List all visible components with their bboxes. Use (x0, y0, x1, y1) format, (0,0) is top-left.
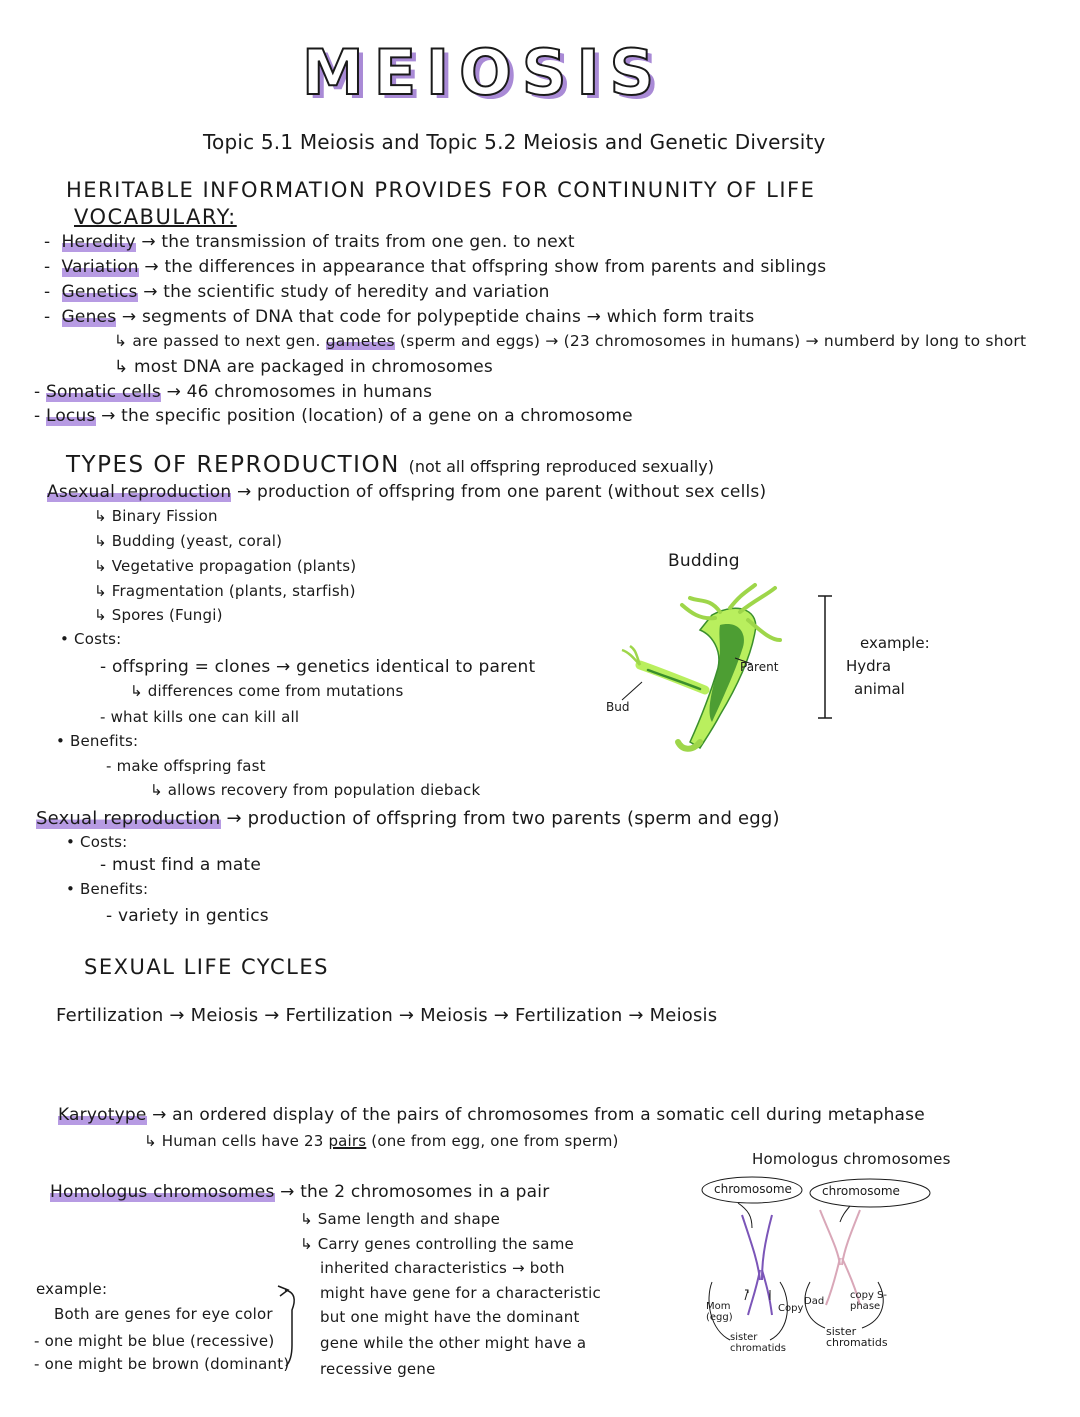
pointer-right (840, 1206, 850, 1222)
life-cycle-sequence: Fertilization → Meiosis → Fertilization → Meiosis → Fertilization → Meiosis (56, 1005, 718, 1026)
copy-label-left: Copy (778, 1303, 804, 1314)
somatic-def: → 46 chromosomes in humans (166, 382, 433, 402)
asexual-costs-label: • Costs: (60, 630, 122, 648)
homologous-sub2b: inherited characteristics → both (320, 1259, 565, 1277)
homologous-sub2a: ↳ Carry genes controlling the same (300, 1235, 574, 1253)
bud-label: Bud (606, 700, 630, 714)
homologous-sub2e: gene while the other might have a (320, 1334, 587, 1352)
example-hydra: Hydra (846, 657, 892, 675)
homolog-figure-title: Homologus chromosomes (752, 1150, 951, 1168)
asexual-cost2: - what kills one can kill all (100, 708, 300, 726)
dad-chromatid (820, 1210, 840, 1265)
mom-chromatid (742, 1215, 760, 1280)
homologous-sub2f: recessive gene (320, 1360, 436, 1378)
asexual-type-item: ↳ Spores (Fungi) (94, 606, 223, 624)
copy-arrow-left (745, 1290, 748, 1300)
reproduction-heading-text: TYPES OF REPRODUCTION (66, 452, 400, 478)
sister-chromatids-left: sister chromatids (730, 1332, 786, 1354)
variation-def: → the differences in appearance that offspring show from parents and siblings (144, 257, 827, 277)
example-label: example: (860, 634, 930, 652)
chromosome-label-left: chromosome (714, 1182, 792, 1196)
genes-def: → segments of DNA that code for polypeptide chains → which form traits (121, 307, 755, 327)
budding-title: Budding (668, 551, 740, 571)
asexual-benefit1: - make offspring fast (106, 757, 266, 775)
copy-label-right: copy S-phase (850, 1290, 888, 1312)
vocab-genetics: - Genetics → the scientific study of heredity and variation (44, 282, 550, 302)
genes-term: Genes (61, 307, 117, 327)
sexual-benefit: - variety in gentics (106, 906, 269, 926)
genetics-term: Genetics (61, 282, 138, 302)
homologous-term: Homologus chromosomes (50, 1182, 275, 1202)
genes-sub1-b: (sperm and eggs) → (23 chromosomes in humans) → numberd by long to short (399, 332, 1027, 350)
homologous-sub2d: but one might have the dominant (320, 1308, 580, 1326)
sexual-costs-label: • Costs: (66, 833, 128, 851)
sister-chromatids-right: sister chromatids (826, 1325, 888, 1349)
karyotype-sub-b: (one from egg, one from sperm) (371, 1132, 619, 1150)
mom-chromatid-lower (748, 1270, 760, 1315)
chromosome-label-right: chromosome (822, 1184, 900, 1198)
dad-chromatid-lower (826, 1258, 840, 1305)
life-cycles-heading: SEXUAL LIFE CYCLES (84, 955, 329, 979)
somatic-term: Somatic cells (45, 382, 161, 402)
sexual-def: → production of offspring from two parents (sperm and egg) (226, 808, 780, 829)
genetics-def: → the scientific study of heredity and variation (143, 282, 550, 302)
sexual-benefits-label: • Benefits: (66, 880, 149, 898)
vocab-somatic: - Somatic cells → 46 chromosomes in humans (34, 382, 433, 402)
karyotype-pairs: pairs (328, 1132, 367, 1150)
homologous-example-blue: - one might be blue (recessive) (34, 1332, 275, 1350)
variation-term: Variation (61, 257, 139, 277)
genes-sub2: ↳ most DNA are packaged in chromosomes (114, 357, 493, 377)
mom-label: Mom (egg) (706, 1301, 733, 1323)
heredity-def: → the transmission of traits from one gen. to next (141, 232, 575, 252)
asexual-def: → production of offspring from one parent (without sex cells) (237, 482, 767, 502)
vocab-genes: - Genes → segments of DNA that code for polypeptide chains → which form traits (44, 307, 755, 327)
asexual-type-item: ↳ Fragmentation (plants, starfish) (94, 582, 356, 600)
vocab-heredity: - Heredity → the transmission of traits from one gen. to next (44, 232, 575, 252)
example-animal: animal (854, 680, 905, 698)
karyotype-def: → an ordered display of the pairs of chromosomes from a somatic cell during metaphase (152, 1105, 925, 1125)
heredity-term: Heredity (61, 232, 136, 252)
page-title: MEIOSIS (302, 36, 665, 109)
asexual-cost1-sub: ↳ differences come from mutations (130, 682, 404, 700)
asexual-benefit1-sub: ↳ allows recovery from population dieback (150, 781, 481, 799)
vocab-locus: - Locus → the specific position (location) of a gene on a chromosome (34, 406, 633, 426)
homologous-def: → the 2 chromosomes in a pair (280, 1182, 550, 1202)
sexual-term: Sexual reproduction (36, 808, 221, 829)
asexual-type-item: ↳ Vegetative propagation (plants) (94, 557, 357, 575)
genes-sub1-a: ↳ are passed to next gen. (114, 332, 321, 350)
asexual-cost1: - offspring = clones → genetics identical to parent (100, 657, 536, 677)
homologous-example-line: Both are genes for eye color (54, 1305, 273, 1323)
asexual-type-item: ↳ Budding (yeast, coral) (94, 532, 283, 550)
asexual-type-item: ↳ Binary Fission (94, 507, 218, 525)
asexual-benefits-label: • Benefits: (56, 732, 139, 750)
dad-chromatid-copy (842, 1210, 860, 1265)
subtitle: Topic 5.1 Meiosis and Topic 5.2 Meiosis and Genetic Diversity (203, 130, 826, 154)
dad-label: Dad (804, 1296, 825, 1307)
vocab-variation: - Variation → the differences in appearance that offspring show from parents and siblings (44, 257, 827, 277)
parent-label: Parent (740, 660, 779, 674)
mom-chromatid-copy (762, 1215, 772, 1280)
homologous-sub2c: might have gene for a characteristic (320, 1284, 601, 1302)
heritable-heading: HERITABLE INFORMATION PROVIDES FOR CONTINUNITY OF LIFE (66, 178, 816, 202)
karyotype-term: Karyotype (58, 1105, 147, 1125)
sexual-cost: - must find a mate (100, 855, 261, 875)
reproduction-note: (not all offspring reproduced sexually) (408, 457, 714, 476)
gametes-term: gametes (325, 332, 395, 350)
homologous-example-label: example: (36, 1280, 108, 1298)
locus-def: → the specific position (location) of a gene on a chromosome (101, 406, 633, 426)
vocab-heading: VOCABULARY: (74, 205, 237, 229)
locus-term: Locus (45, 406, 96, 426)
homologous-example-brown: - one might be brown (dominant) (34, 1355, 290, 1373)
homologous-sub1: ↳ Same length and shape (300, 1210, 501, 1228)
asexual-term: Asexual reproduction (47, 482, 232, 502)
karyotype-sub-a: ↳ Human cells have 23 (144, 1132, 324, 1150)
